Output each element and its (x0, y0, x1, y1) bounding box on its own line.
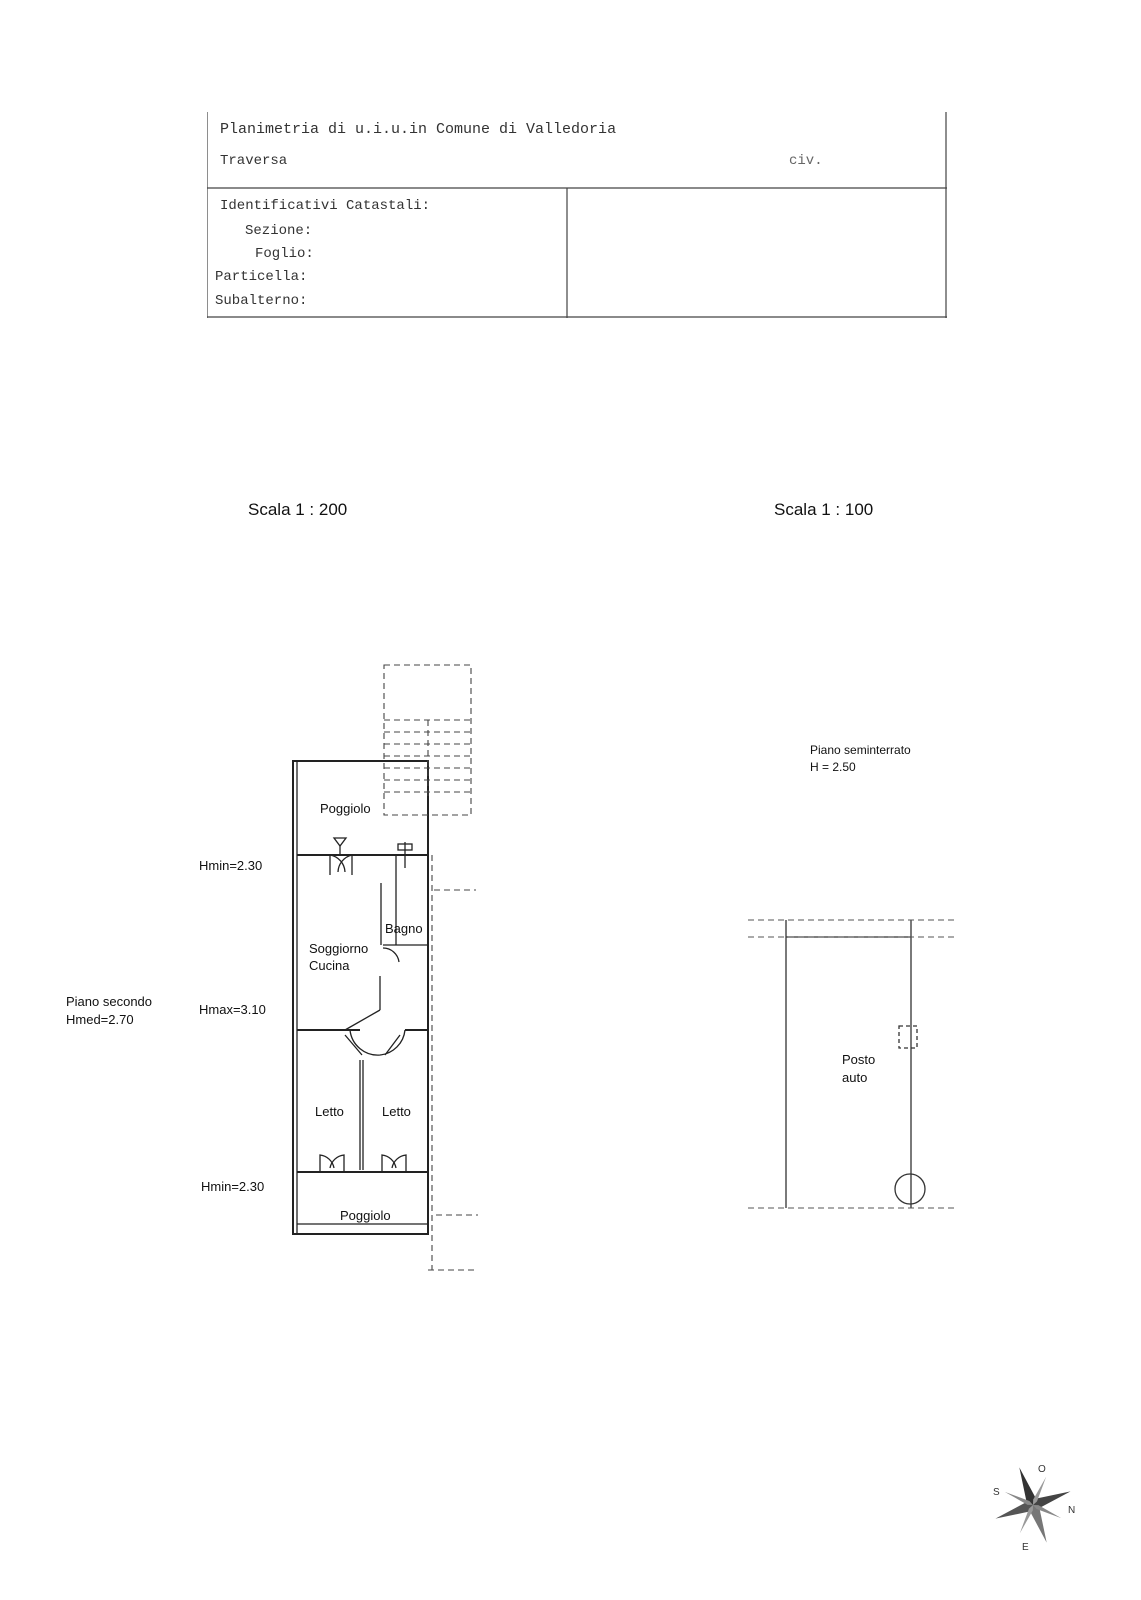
civic-label: civ. (789, 153, 823, 169)
particella-label: Particella: (215, 269, 308, 285)
address-label: Traversa (220, 153, 288, 169)
floor-name-seminterrato: Piano seminterrato (810, 743, 911, 757)
foglio-label: Foglio: (255, 246, 314, 262)
compass-e: E (1022, 1542, 1029, 1553)
sezione-label: Sezione: (245, 223, 313, 239)
room-auto: auto (842, 1070, 868, 1085)
hmin-top-label: Hmin=2.30 (199, 858, 263, 873)
room-bagno: Bagno (385, 921, 423, 936)
hmed-label: Hmed=2.70 (66, 1012, 134, 1027)
ids-heading: Identificativi Catastali: (220, 198, 431, 214)
compass-n: N (1068, 1505, 1076, 1516)
hmax-label: Hmax=3.10 (199, 1002, 266, 1017)
compass-o: O (1038, 1464, 1046, 1475)
scale-right: Scala 1 : 100 (774, 500, 874, 519)
compass-s: S (993, 1487, 1000, 1498)
subalterno-label: Subalterno: (215, 293, 308, 309)
room-letto-right: Letto (382, 1104, 411, 1119)
seminterrato-height: H = 2.50 (810, 760, 856, 774)
room-posto: Posto (842, 1052, 876, 1067)
plan-title: Planimetria di u.i.u.in Comune di Valledoria (220, 121, 617, 138)
room-soggiorno: Soggiorno (309, 941, 369, 956)
room-poggiolo-bottom: Poggiolo (340, 1208, 391, 1223)
plan-secondo-dashed-outline (384, 665, 478, 1270)
floor-name-secondo: Piano secondo (66, 994, 153, 1009)
room-poggiolo-top: Poggiolo (320, 801, 371, 816)
room-cucina: Cucina (309, 958, 350, 973)
hmin-bottom-label: Hmin=2.30 (201, 1179, 265, 1194)
room-letto-left: Letto (315, 1104, 344, 1119)
plan-secondo-walls (293, 761, 428, 1234)
scale-left: Scala 1 : 200 (248, 500, 348, 519)
